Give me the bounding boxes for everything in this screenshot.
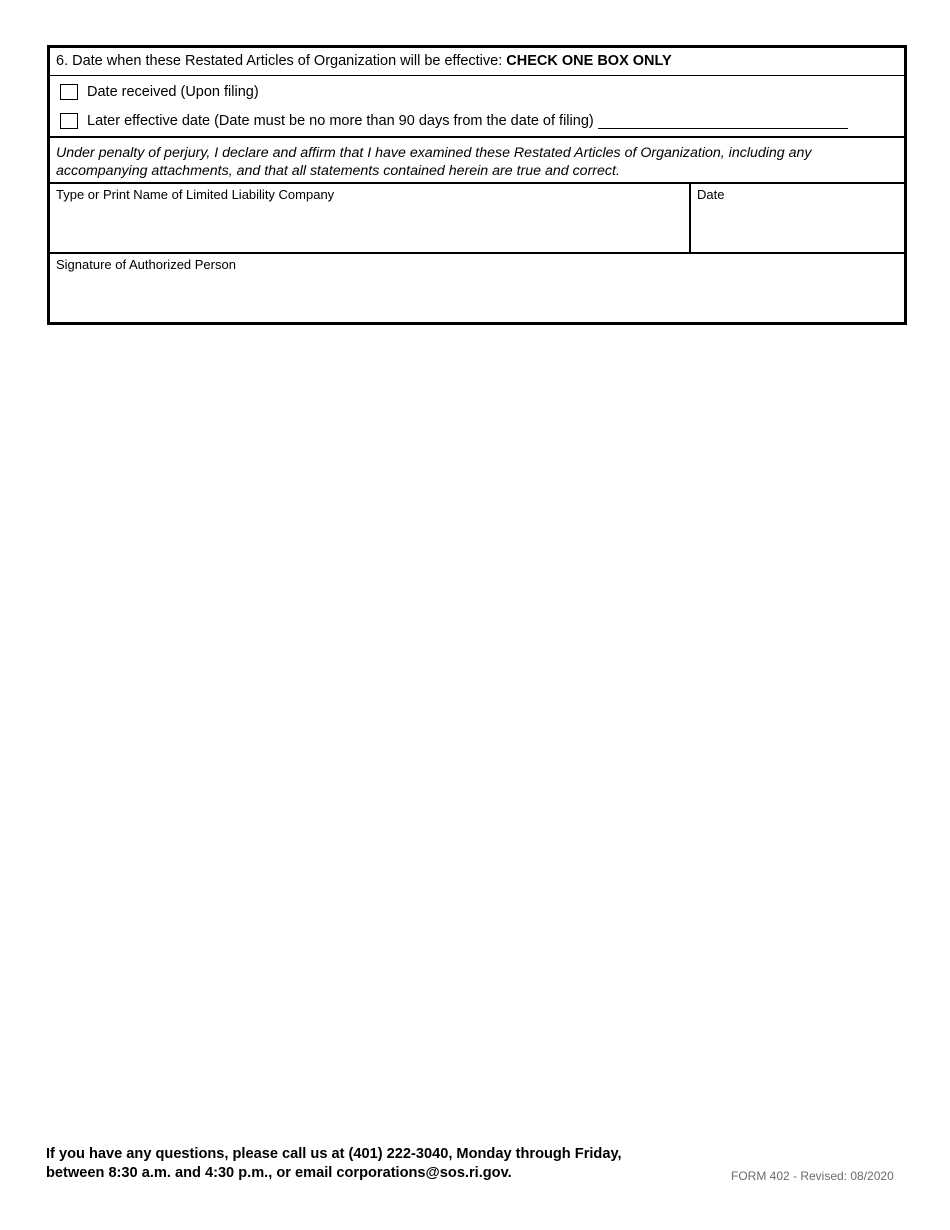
effective-date-options xyxy=(50,76,904,138)
contact-info xyxy=(46,1145,622,1183)
option-later-effective-date xyxy=(60,111,848,131)
company-name-label: Type or Print Name of Limited Liability Company xyxy=(56,187,335,202)
contact-line-1: If you have any questions, please call us at (401) 222-3040, Monday through Friday, xyxy=(46,1146,622,1162)
effective-date-form xyxy=(47,45,907,325)
contact-line-2: between 8:30 a.m. and 4:30 p.m., or email corporations@sos.ri.gov. xyxy=(46,1165,512,1181)
name-date-row xyxy=(50,184,904,254)
later-date-label: Later effective date (Date must be no more than 90 days from the date of filing) xyxy=(87,113,594,129)
date-received-label: Date received (Upon filing) xyxy=(87,84,259,100)
perjury-declaration: Under penalty of perjury, I declare and affirm that I have examined these Restated Articles of Organization, including any accompanying attachments, and that all statements contained herein are true and correct. xyxy=(50,138,904,184)
option-date-received xyxy=(60,82,259,102)
date-received-checkbox[interactable] xyxy=(60,84,78,100)
company-name-field[interactable] xyxy=(50,184,691,252)
later-date-input-line[interactable] xyxy=(598,113,848,129)
check-one-box-instruction: CHECK ONE BOX ONLY xyxy=(506,53,672,69)
section-6-heading xyxy=(50,48,904,76)
signature-field[interactable] xyxy=(50,254,904,322)
section-6-heading-text: 6. Date when these Restated Articles of Organization will be effective: xyxy=(56,53,507,69)
later-date-checkbox[interactable] xyxy=(60,113,78,129)
date-label: Date xyxy=(697,187,725,202)
date-field[interactable] xyxy=(691,184,904,252)
form-revision-id: FORM 402 - Revised: 08/2020 xyxy=(731,1169,894,1183)
signature-label: Signature of Authorized Person xyxy=(56,257,236,272)
